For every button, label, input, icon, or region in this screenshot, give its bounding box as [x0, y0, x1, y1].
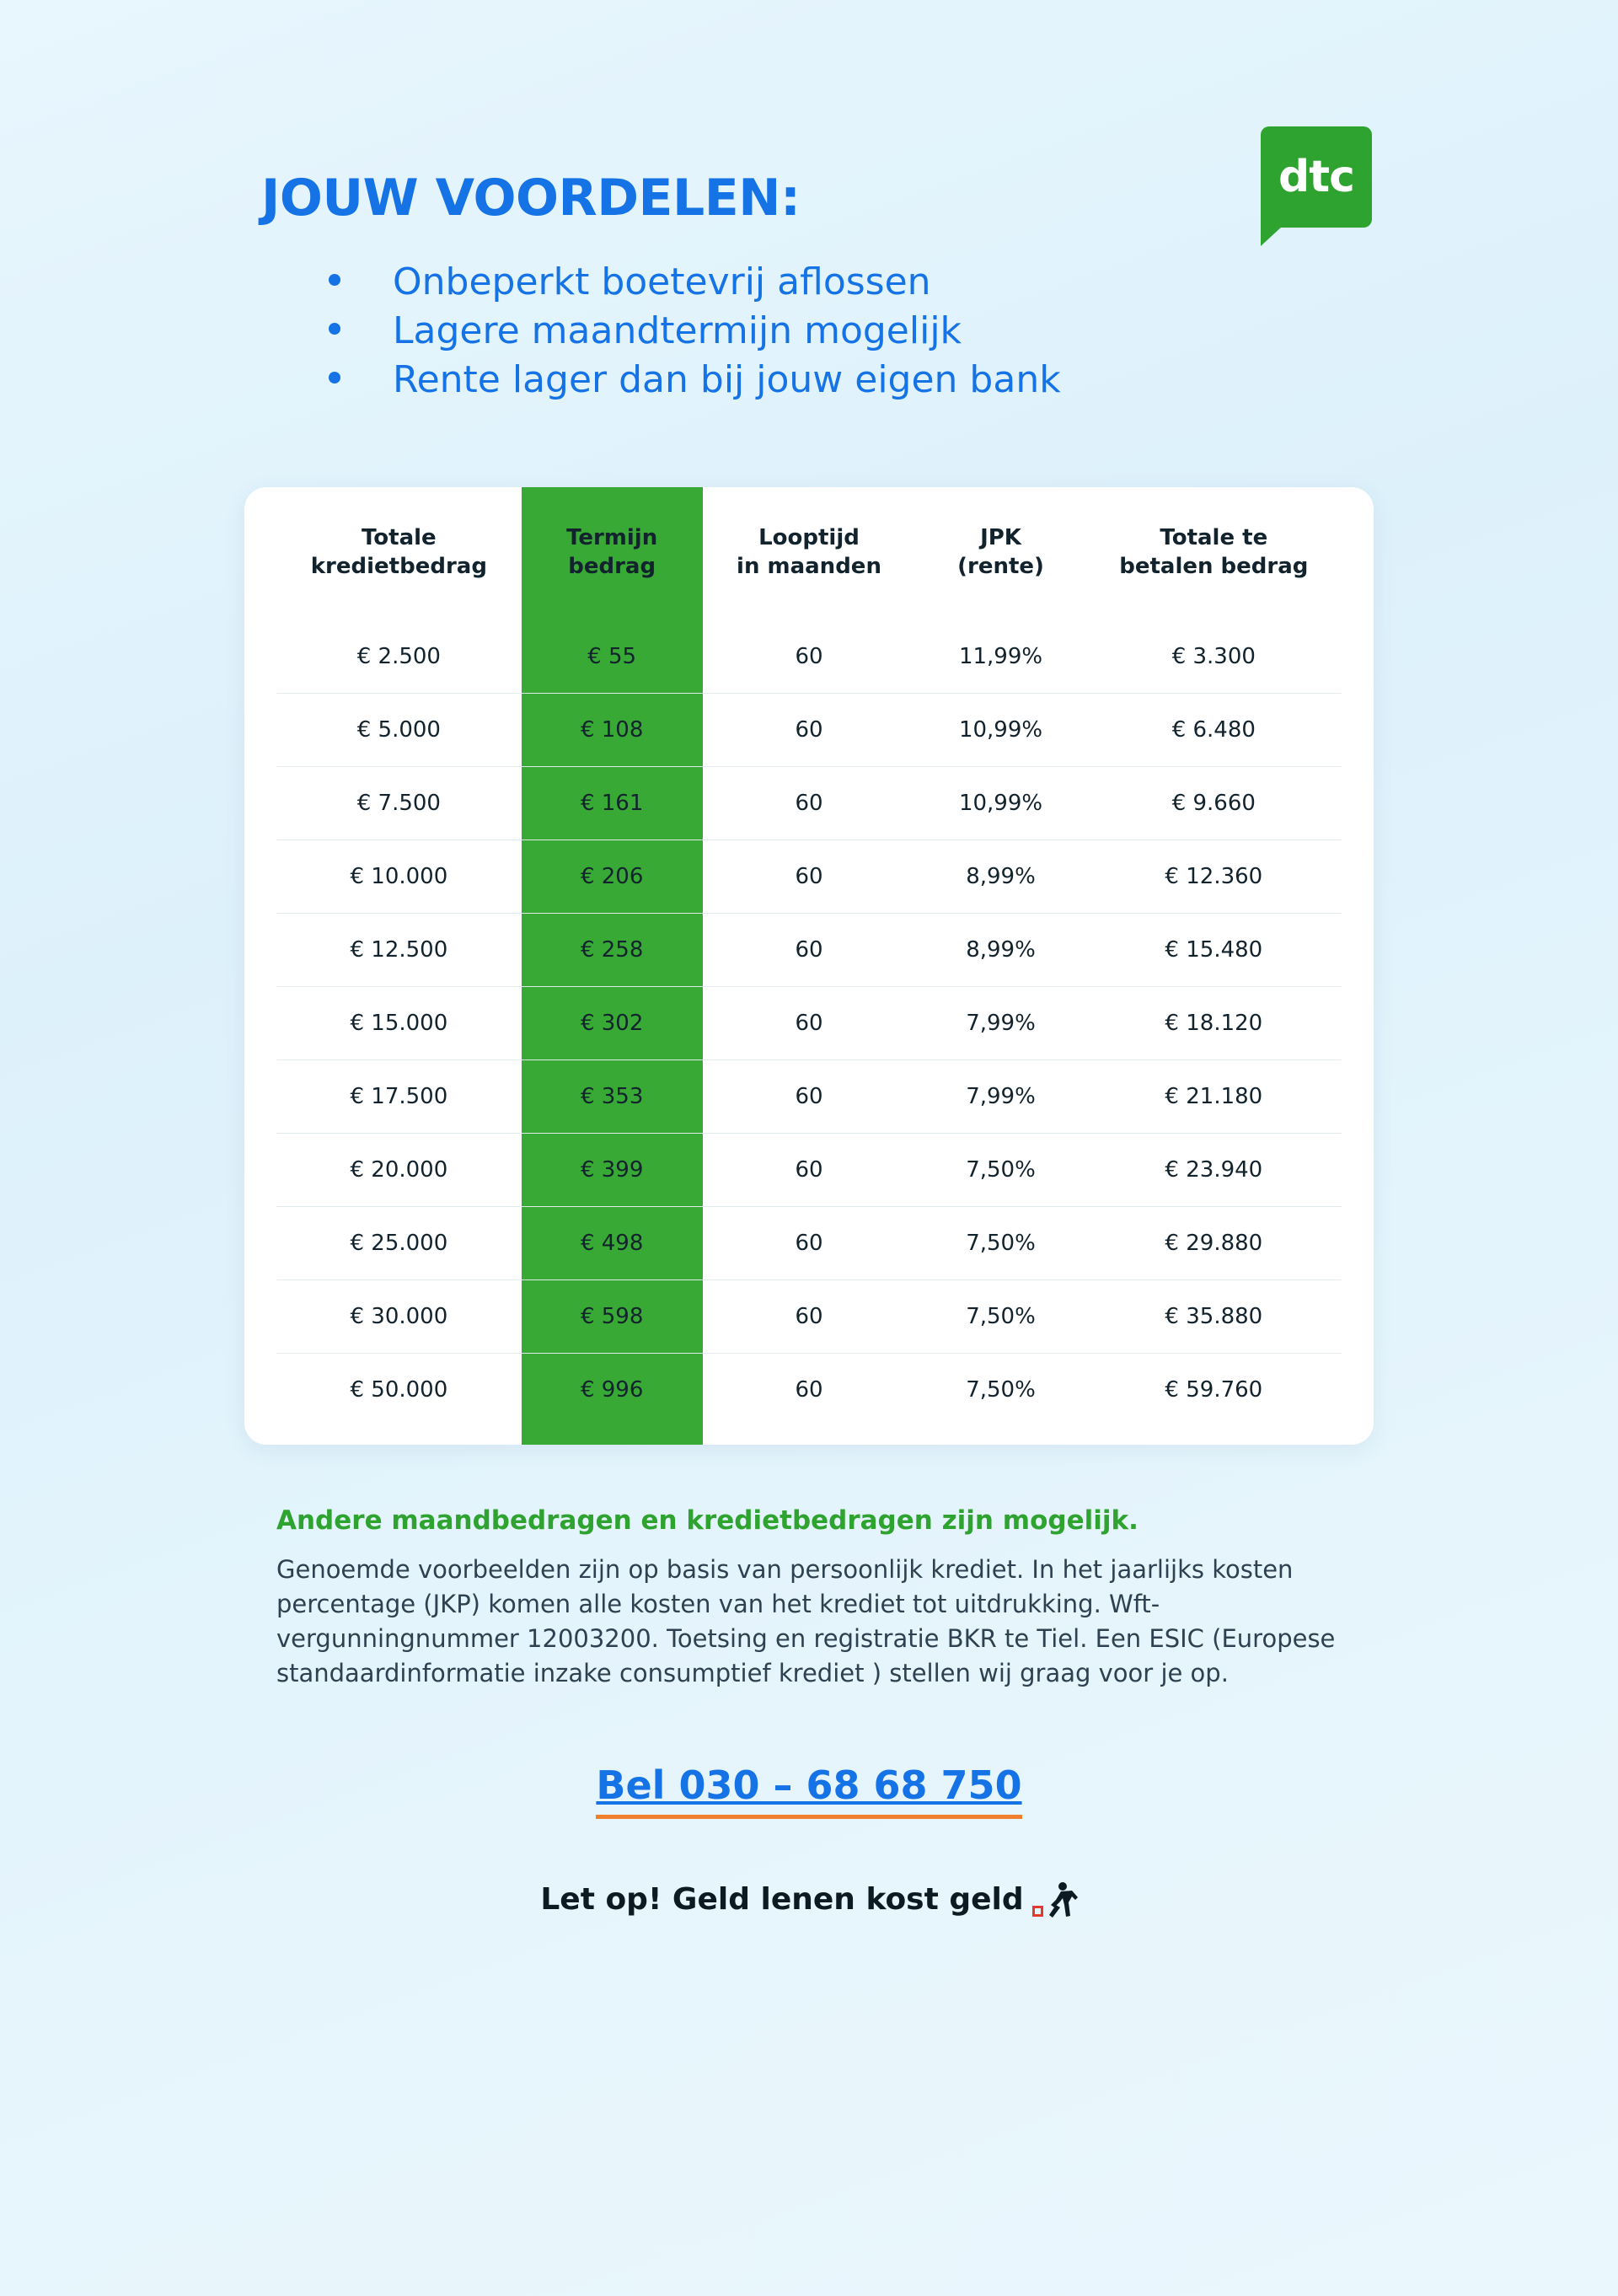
- table-row: [276, 1133, 1342, 1206]
- column-header-kredietbedrag: Totale kredietbedrag: [310, 525, 487, 580]
- table-cell: € 10.000: [276, 840, 522, 913]
- page-title: JOUW VOORDELEN:: [261, 169, 801, 228]
- legal-warning: [244, 1880, 1374, 1920]
- table-row: [276, 840, 1342, 913]
- table-cell: € 30.000: [276, 1279, 522, 1353]
- list-item: [261, 307, 1374, 356]
- table-cell: 7,50%: [915, 1133, 1085, 1206]
- table-cell: € 15.000: [276, 986, 522, 1059]
- bullet-icon: [329, 372, 340, 384]
- column-header-looptijd: Looptijd in maanden: [737, 525, 881, 580]
- table-cell: € 598: [522, 1279, 703, 1353]
- table-row: [276, 1279, 1342, 1353]
- benefit-text: Lagere maandtermijn mogelijk: [393, 309, 962, 353]
- note-title: Andere maandbedragen en kredietbedragen zijn mogelijk.: [276, 1505, 1138, 1536]
- table-header-row: [276, 487, 1342, 620]
- table-cell: € 5.000: [276, 693, 522, 766]
- table-cell: € 20.000: [276, 1133, 522, 1206]
- table-row: [276, 766, 1342, 840]
- table-cell: 60: [703, 766, 916, 840]
- table-cell: € 50.000: [350, 1376, 448, 1403]
- column-header-termijnbedrag: Termijn bedrag: [566, 525, 658, 580]
- table-cell: 60: [795, 1376, 823, 1403]
- table-cell: € 15.480: [1086, 913, 1342, 986]
- table-cell: € 996: [580, 1376, 644, 1403]
- list-item: [261, 356, 1374, 405]
- warning-text: Let op! Geld lenen kost geld: [540, 1882, 1024, 1918]
- phone-link[interactable]: Bel 030 – 68 68 750: [596, 1762, 1021, 1819]
- table-cell: € 12.360: [1086, 840, 1342, 913]
- table-cell: 60: [703, 913, 916, 986]
- table-cell: 60: [703, 1133, 916, 1206]
- bullet-icon: [329, 274, 340, 286]
- table-cell: 8,99%: [915, 913, 1085, 986]
- table-row: [276, 1353, 1342, 1426]
- red-square-icon: [1032, 1906, 1043, 1917]
- table-cell: € 161: [522, 766, 703, 840]
- table-cell: € 353: [522, 1059, 703, 1133]
- table-cell: € 29.880: [1086, 1206, 1342, 1279]
- table-cell: 7,50%: [915, 1206, 1085, 1279]
- benefits-list: [261, 258, 1374, 405]
- dtc-logo: [1261, 126, 1372, 228]
- table-cell: 7,50%: [915, 1279, 1085, 1353]
- table-cell: € 35.880: [1086, 1279, 1342, 1353]
- table-cell: 8,99%: [915, 840, 1085, 913]
- list-item: [261, 258, 1374, 307]
- table-cell: € 399: [522, 1133, 703, 1206]
- table-cell: € 206: [522, 840, 703, 913]
- table-cell: € 2.500: [276, 620, 522, 694]
- table-cell: € 7.500: [276, 766, 522, 840]
- benefit-text: Rente lager dan bij jouw eigen bank: [393, 358, 1061, 402]
- table-row: [276, 620, 1342, 694]
- table-row: [276, 913, 1342, 986]
- table-cell: 60: [703, 1206, 916, 1279]
- table-cell: 60: [703, 986, 916, 1059]
- walking-person-icon: [1032, 1880, 1078, 1920]
- table-cell: 7,99%: [915, 1059, 1085, 1133]
- column-header-jkp: JPK (rente): [957, 525, 1044, 580]
- table-row: [276, 693, 1342, 766]
- table-cell: € 25.000: [276, 1206, 522, 1279]
- table-cell: € 21.180: [1086, 1059, 1342, 1133]
- phone-block: [244, 1762, 1374, 1819]
- table-row: [276, 1059, 1342, 1133]
- table-row: [276, 986, 1342, 1059]
- table-cell: € 302: [522, 986, 703, 1059]
- bullet-icon: [329, 323, 340, 335]
- table-cell: € 498: [522, 1206, 703, 1279]
- table-cell: € 108: [522, 693, 703, 766]
- table-cell: € 12.500: [276, 913, 522, 986]
- table-cell: 60: [703, 840, 916, 913]
- table-cell: € 9.660: [1086, 766, 1342, 840]
- table-cell: € 23.940: [1086, 1133, 1342, 1206]
- column-header-totaal: Totale te betalen bedrag: [1119, 525, 1309, 580]
- table-cell: € 258: [522, 913, 703, 986]
- table-cell: € 18.120: [1086, 986, 1342, 1059]
- table-cell: 60: [703, 1279, 916, 1353]
- table-cell: € 17.500: [276, 1059, 522, 1133]
- table-cell: 11,99%: [915, 620, 1085, 694]
- table-cell: 7,50%: [966, 1376, 1036, 1403]
- table-cell: 7,99%: [915, 986, 1085, 1059]
- table-cell: € 59.760: [1165, 1376, 1263, 1403]
- note-body: Genoemde voorbeelden zijn op basis van persoonlijk krediet. In het jaarlijks kosten percentage (JKP) komen alle kosten van het krediet tot uitdrukking. Wft-vergunningnummer 12003200. Toetsing en registratie BKR te Tiel. Een ESIC (Europese standaardinformatie inzake consumptief krediet ) stellen wij graag voor je op.: [276, 1554, 1336, 1688]
- logo-text: dtc: [1278, 152, 1354, 202]
- benefit-text: Onbeperkt boetevrij aflossen: [393, 260, 931, 303]
- table-cell: 10,99%: [915, 766, 1085, 840]
- table-cell: € 55: [522, 620, 703, 694]
- rates-table-body: [276, 620, 1342, 1426]
- table-cell: 60: [703, 693, 916, 766]
- table-cell: 60: [703, 620, 916, 694]
- rates-table: [276, 487, 1342, 1426]
- table-cell: € 6.480: [1086, 693, 1342, 766]
- table-cell: € 3.300: [1086, 620, 1342, 694]
- table-cell: 10,99%: [915, 693, 1085, 766]
- rates-table-card: [244, 487, 1374, 1445]
- table-row: [276, 1206, 1342, 1279]
- table-cell: 60: [703, 1059, 916, 1133]
